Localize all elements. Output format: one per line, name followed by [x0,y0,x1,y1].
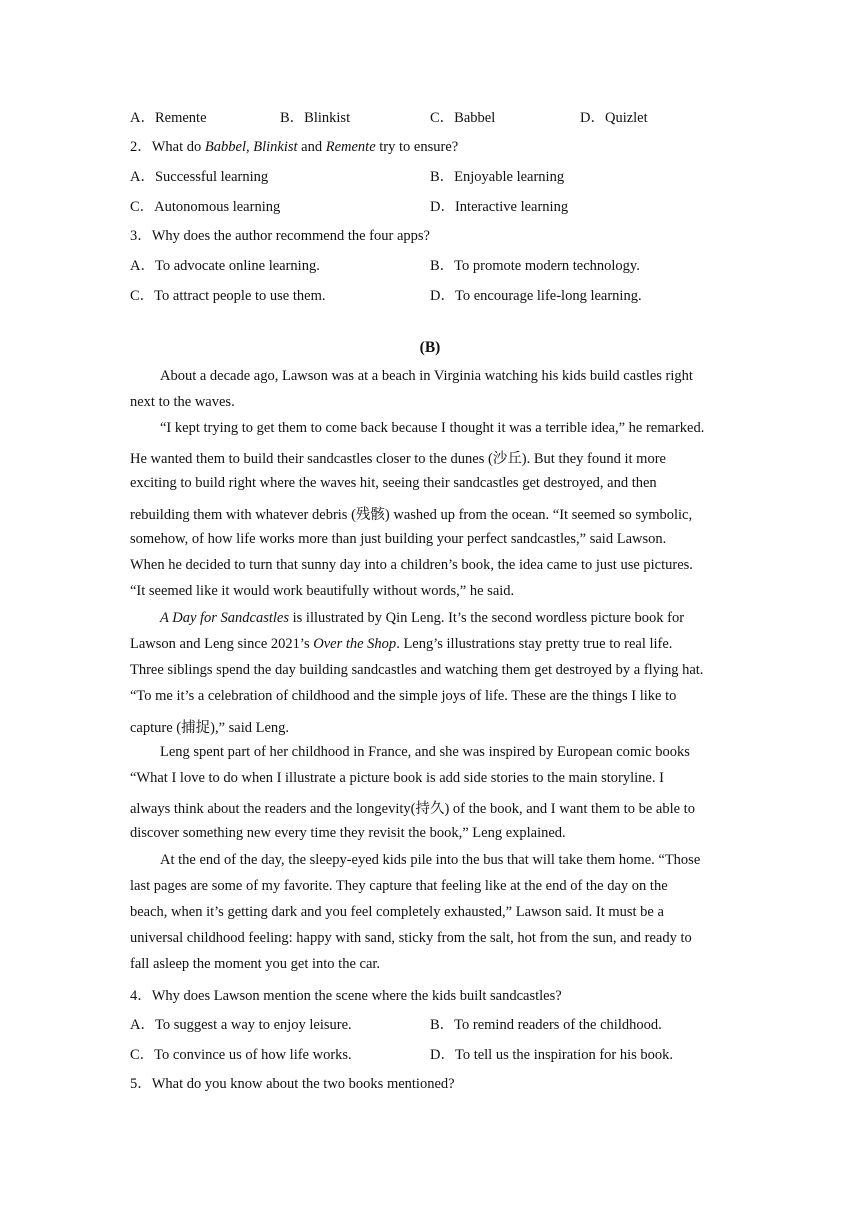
q2-option-d: D．Interactive learning [430,199,569,215]
q1-option-a: A．Remente [130,110,207,126]
passage-line: last pages are some of my favorite. They capture that feeling like at the end of the day on the [130,878,668,894]
q3-option-d: D．To encourage life-long learning. [430,288,642,304]
q2-stem-suffix: try to ensure? [375,139,459,155]
q3-option-b: B．To promote modern technology. [430,258,640,274]
q4-option-b: B．To remind readers of the childhood. [430,1017,662,1033]
passage-text: Lawson and Leng since 2021’s [130,636,314,652]
passage-line: About a decade ago, Lawson was at a beach in Virginia watching his kids build castles right [160,368,693,384]
passage-line: always think about the readers and the longevity(持久) of the book, and I want them to be able to [130,801,695,817]
passage-line: somehow, of how life works more than just building your perfect sandcastles,” said Lawson. [130,531,667,547]
passage-line: He wanted them to build their sandcastles closer to the dunes (沙丘). But they found it more [130,451,666,467]
passage-line: next to the waves. [130,394,235,410]
book-title-over-the-shop: Over the Shop [313,636,397,652]
passage-line [130,636,672,653]
passage-line: rebuilding them with whatever debris (残骸) washed up from the ocean. “It seemed so symbolic, [130,507,693,523]
q2-option-b: B．Enjoyable learning [430,169,565,185]
q2-stem-sep: and [297,139,326,155]
q1-option-d: D．Quizlet [580,110,648,126]
passage-text: is illustrated by Qin Leng. It’s the second wordless picture book for [289,610,685,626]
passage-line: “I kept trying to get them to come back because I thought it was a terrible idea,” he remarked. [160,420,705,436]
q2-app-blinkist: Blinkist [253,139,298,155]
passage-line: Leng spent part of her childhood in France, and she was inspired by European comic books [160,744,690,760]
passage-line: When he decided to turn that sunny day into a children’s book, the idea came to just use pictures. [130,557,693,573]
passage-line: universal childhood feeling: happy with sand, sticky from the salt, hot from the sun, and ready to [130,930,692,946]
q1-option-b: B．Blinkist [280,110,351,126]
passage-line: beach, when it’s getting dark and you feel completely exhausted,” Lawson said. It must be a [130,904,664,920]
passage-text: . Leng’s illustrations stay pretty true to real life. [396,636,673,652]
passage-line [160,610,684,627]
q3-option-a: A．To advocate online learning. [130,258,320,274]
q4-option-d: D．To tell us the inspiration for his book. [430,1047,674,1063]
passage-line: Three siblings spend the day building sandcastles and watching them get destroyed by a flying hat. [130,662,704,678]
passage-line: At the end of the day, the sleepy-eyed kids pile into the bus that will take them home. “Those [160,852,701,868]
passage-line: fall asleep the moment you get into the car. [130,956,381,972]
passage-line: discover something new every time they revisit the book,” Leng explained. [130,825,566,841]
q2-app-babbel: Babbel [204,139,246,155]
passage-line: exciting to build right where the waves hit, seeing their sandcastles get destroyed, and then [130,475,657,491]
q2-option-a: A．Successful learning [130,169,269,185]
q2-stem-prefix: 2．What do [130,139,205,155]
q4-stem: 4．Why does Lawson mention the scene where the kids built sandcastles? [130,988,562,1004]
q2-option-c: C．Autonomous learning [130,199,281,215]
q4-option-a: A．To suggest a way to enjoy leisure. [130,1017,352,1033]
q2-stem-sep: , [245,139,254,155]
passage-line: “To me it’s a celebration of childhood and the simple joys of life. These are the things I like to [130,688,677,704]
q2-app-remente: Remente [325,139,376,155]
q3-stem: 3．Why does the author recommend the four apps? [130,228,430,244]
q4-option-c: C．To convince us of how life works. [130,1047,352,1063]
q1-option-c: C．Babbel [430,110,496,126]
q3-option-c: C．To attract people to use them. [130,288,326,304]
passage-line: “It seemed like it would work beautifully without words,” he said. [130,583,515,599]
passage-line: capture (捕捉),” said Leng. [130,720,290,736]
section-heading: (B) [419,339,441,356]
q5-stem: 5．What do you know about the two books mentioned? [130,1076,455,1092]
book-title-a-day-for-sandcastles: A Day for Sandcastles [160,610,290,626]
passage-line: “What I love to do when I illustrate a picture book is add side stories to the main storyline. I [130,770,664,786]
q2-stem [130,135,458,156]
